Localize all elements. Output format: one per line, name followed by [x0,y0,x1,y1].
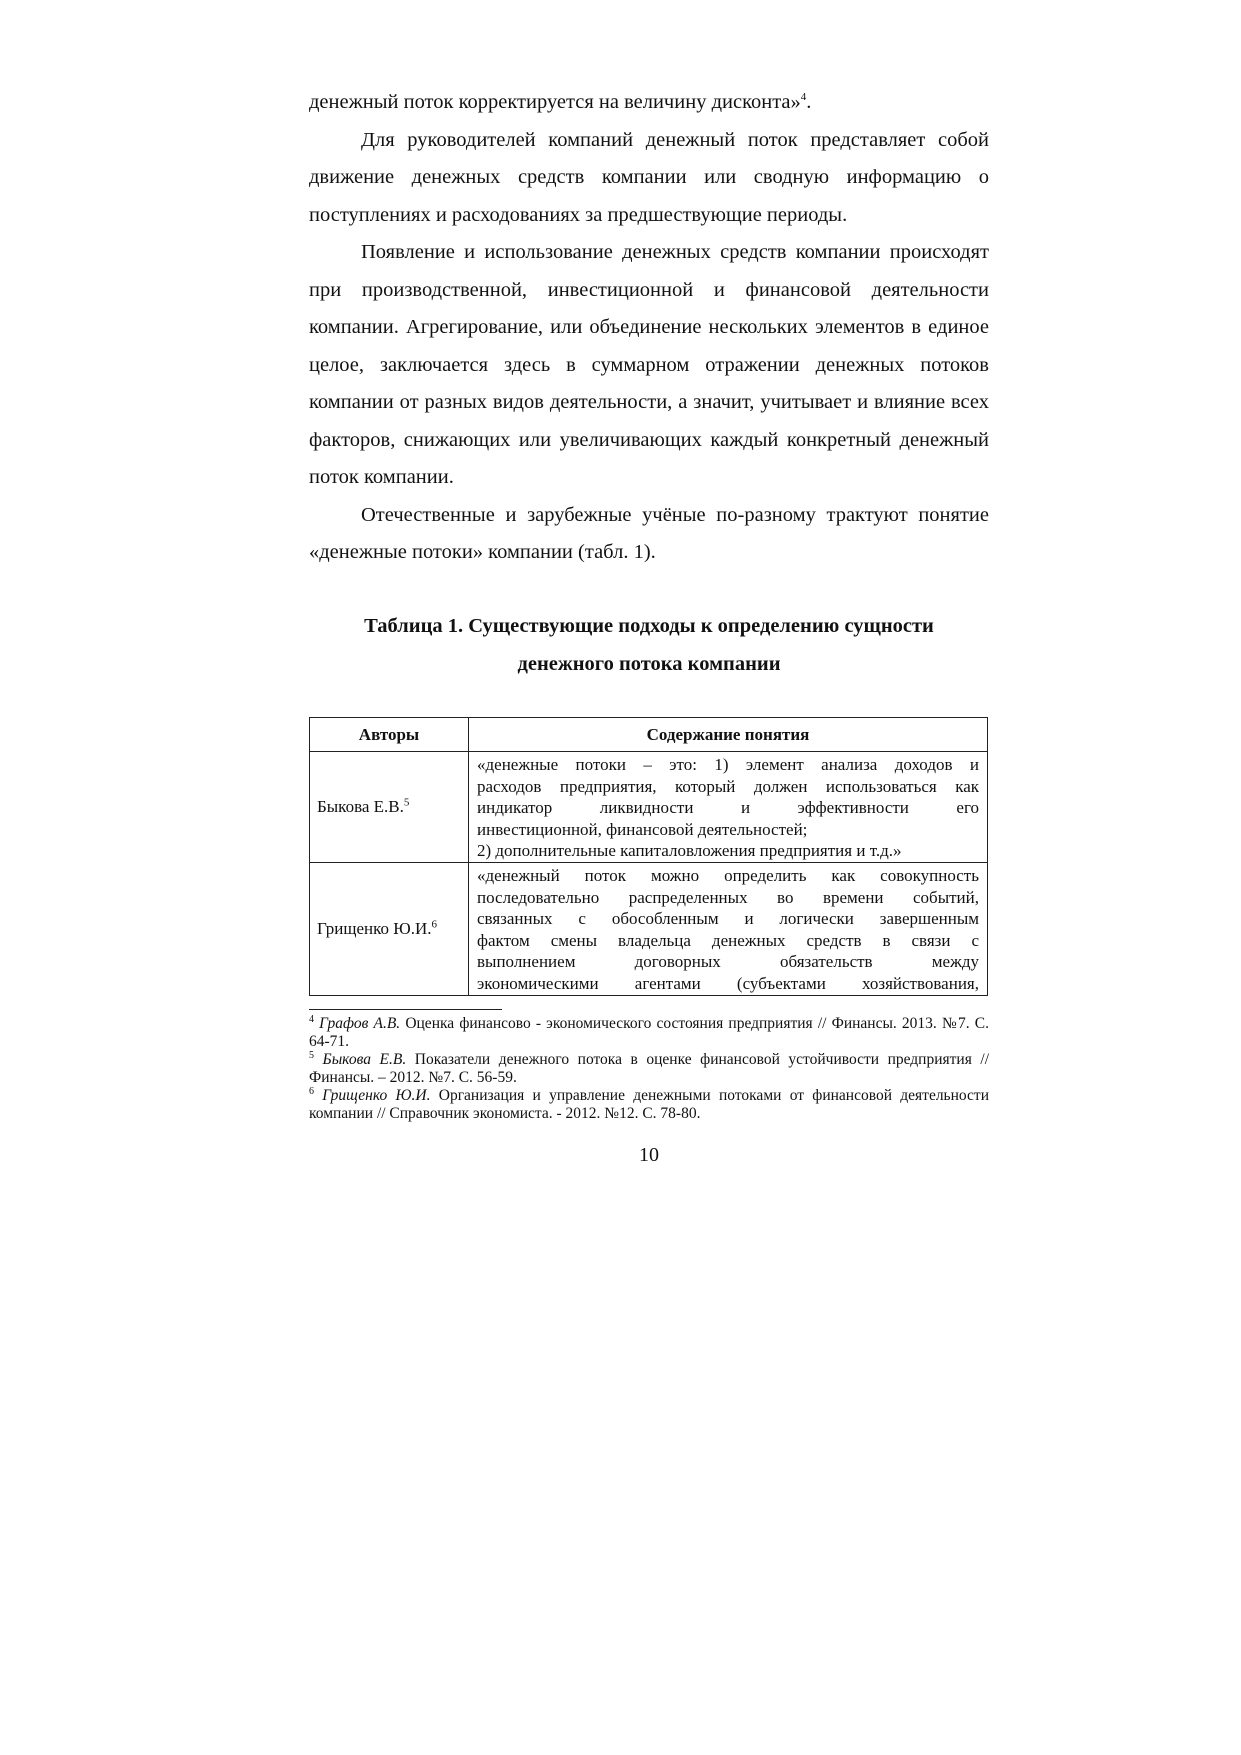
content-line: «денежный поток можно определить как совокупность [477,866,979,885]
paragraph-1-end: . [806,91,812,113]
table-cell-content [469,752,988,863]
header-authors: Авторы [310,718,469,752]
content-line: «денежные потоки – это: 1) элемент анализа доходов и [477,755,979,775]
footnote-number: 6 [309,1085,314,1097]
table-row [310,863,988,996]
table-title-line-2: денежного потока компании [517,653,781,675]
footnote-text: Оценка финансово - экономического состояния предприятия // Финансы. 2013. №7. С. 64-71. [309,1015,990,1050]
content-line: экономическими агентами (субъектами хозяйствования, [477,973,979,993]
footnote-ref-4: 4 [800,91,807,104]
paragraph-2: Для руководителей компаний денежный поток представляет собой движение денежных средств компании или сводную информацию о поступлениях и расходованиях за предшествующие периоды. [309,128,989,226]
paragraph-3: Появление и использование денежных средств компании происходят при производственной, инвестиционной и финансовой деятельности компании. Агрегирование, или объединение нескольких элементов в единое целое, заключается здесь в суммарном отражении денежных потоков компании от разных видов деятельности, а значит, учитывает и влияние всех факторов, снижающих или увеличивающих каждый конкретный денежный поток компании. [309,241,989,488]
footnote-text: Показатели денежного потока в оценке финансовой устойчивости предприятия // Финансы. – 2012. №7. С. 56-59. [309,1051,990,1086]
paragraph-1 [309,84,989,122]
paragraph-4: Отечественные и зарубежные учёные по-разному трактуют понятие «денежные потоки» компании (табл. 1). [309,503,989,563]
table-cell-author [310,752,469,863]
footnote [309,1087,989,1123]
body-text [309,84,989,572]
footnote [309,1015,989,1051]
footnote-ref-6: 6 [431,918,437,931]
page-number: 10 [639,1144,659,1166]
content-line: фактом смены владельца денежных средств в связи с [477,930,979,950]
content-line: расходов предприятия, который должен использоваться как [477,776,979,796]
content-line: связанных с обособленным и логически завершенным [477,909,979,929]
content-line: инвестиционной, финансовой деятельностей; [477,819,808,839]
content-line: последовательно распределенных во времени событий, [477,887,979,907]
content-line: индикатор ликвидности и эффективности его [477,798,979,818]
footnote-ref-5: 5 [403,796,410,809]
footnote-number: 4 [309,1013,314,1025]
table-title [309,607,989,683]
header-content: Содержание понятия [469,718,988,752]
footnotes [309,1015,989,1123]
table-cell-author [310,863,469,996]
footnote-author: Графов А.В. [319,1015,401,1032]
paragraph-1-text: денежный поток корректируется на величину дисконта» [309,91,801,113]
content-line: выполнением договорных обязательств между [477,952,979,972]
table-title-line-1: Таблица 1. Существующие подходы к определению сущности [364,615,934,637]
footnote-author: Быкова Е.В. [322,1051,407,1068]
table-header-row [310,718,988,752]
author-name: Грищенко Ю.И. [317,918,432,938]
footnote-number: 5 [309,1049,314,1061]
author-name: Быкова Е.В. [317,797,404,817]
definitions-table [309,717,988,996]
footnote-separator [309,1009,502,1010]
table-cell-content [469,863,988,996]
footnote-author: Грищенко Ю.И. [322,1087,431,1104]
footnote-text: Организация и управление денежными потоками от финансовой деятельности компании // Справочник экономиста. - 2012. №12. С. 78-80. [309,1087,990,1122]
content-line: 2) дополнительные капиталовложения предприятия и т.д.» [477,841,902,861]
footnote [309,1051,989,1087]
table-row [310,752,988,863]
